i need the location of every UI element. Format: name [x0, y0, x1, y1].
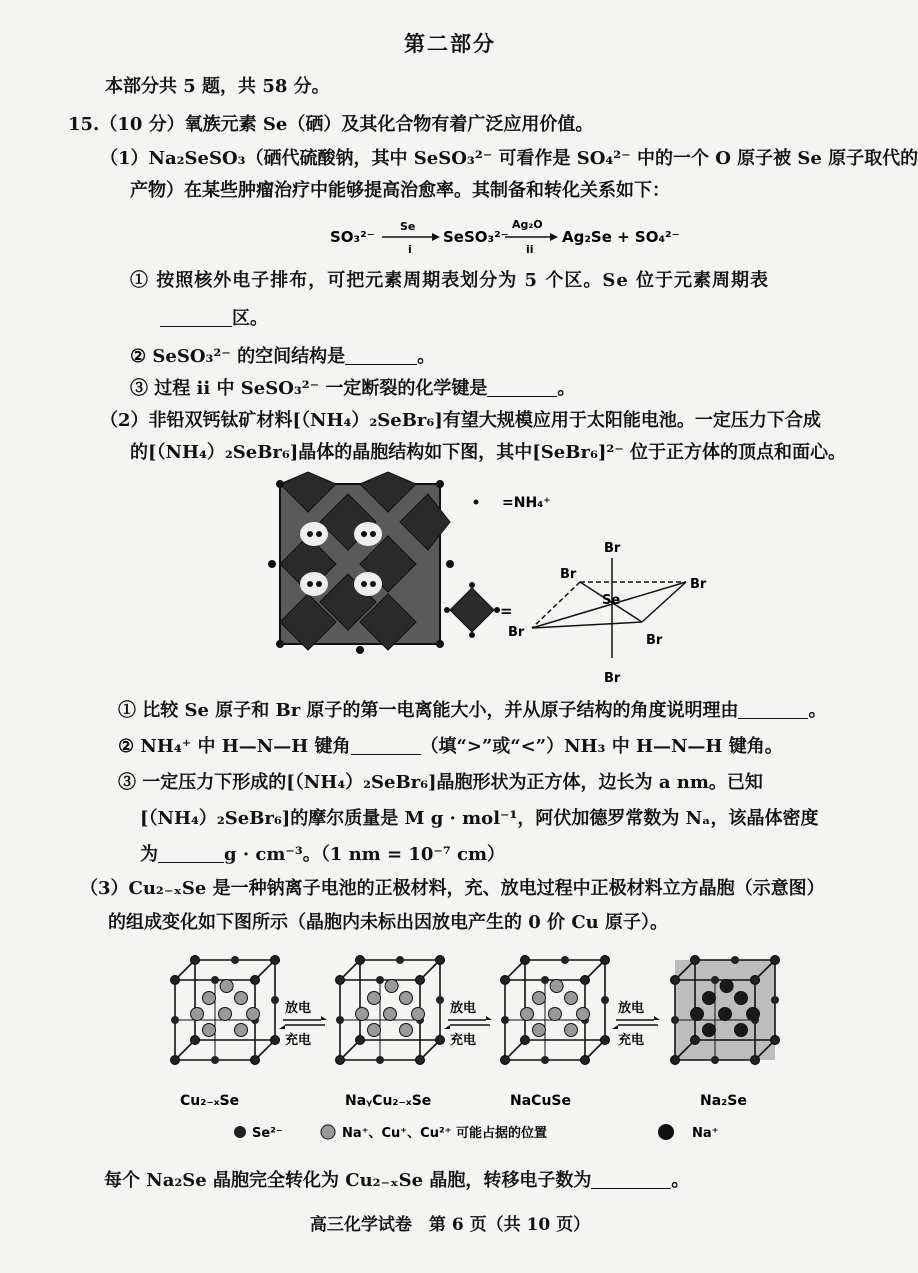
forward-arrow-head	[654, 1016, 660, 1020]
nh4-dot	[307, 581, 313, 587]
mixed-site-atom	[356, 1008, 369, 1021]
answer-blank-2[interactable]	[345, 346, 417, 365]
p1-q3-end: 。	[557, 378, 576, 399]
se-atom	[191, 1036, 200, 1045]
forward-arrow-head	[486, 1016, 492, 1020]
arrow-label-discharge: 放电	[285, 1001, 312, 1016]
arrow-label-discharge: 放电	[450, 1001, 477, 1016]
mixed-site-atom	[412, 1008, 425, 1021]
reverse-arrow-head	[279, 1025, 285, 1029]
se-atom	[271, 1036, 280, 1045]
cell-label: Na₂Se	[700, 1093, 747, 1109]
arrow-label-charge: 充电	[450, 1033, 477, 1048]
p3-q-end: 。	[671, 1170, 690, 1191]
eq-arrow2-top: Ag₂O	[512, 218, 543, 231]
mixed-site-atom	[533, 992, 546, 1005]
se-atom	[521, 956, 530, 965]
mixed-site-atom	[247, 1008, 260, 1021]
small-octa-vertex	[469, 582, 475, 588]
se-atom	[436, 956, 445, 965]
na-atom	[735, 1024, 748, 1037]
p3-q-text: 每个 Na₂Se 晶胞完全转化为 Cu₂₋ₓSe 晶胞，转移电子数为	[104, 1170, 592, 1191]
mixed-site-atom	[385, 980, 398, 993]
p1-line2: 产物）在某些肿瘤治疗中能够提高治愈率。其制备和转化关系如下：	[130, 180, 670, 201]
small-octahedron-shape	[450, 588, 494, 632]
forward-arrow-head	[321, 1016, 327, 1020]
cell-label: NaCuSe	[510, 1093, 571, 1109]
mixed-site-atom	[384, 1008, 397, 1021]
mixed-site-atom	[203, 1024, 216, 1037]
br-atom	[268, 560, 276, 568]
legend-se-label: Se²⁻	[252, 1126, 283, 1141]
se-atom	[671, 976, 680, 985]
se-atom	[171, 976, 180, 985]
br-atom	[276, 640, 284, 648]
na-atom	[719, 1008, 732, 1021]
nh4-dot	[370, 581, 376, 587]
mixed-site-atom	[235, 992, 248, 1005]
se-atom	[436, 1036, 445, 1045]
se-atom	[171, 1016, 179, 1024]
legend-na-label: Na⁺	[692, 1126, 719, 1141]
nh4-dot	[361, 581, 367, 587]
p2-q2	[118, 734, 783, 760]
se-atom	[376, 1056, 384, 1064]
mixed-site-atom	[368, 1024, 381, 1037]
se-atom	[751, 1056, 760, 1065]
mixed-site-atom	[550, 980, 563, 993]
p2-q3-line3-b: g · cm⁻³。（1 nm = 10⁻⁷ cm）	[224, 844, 506, 865]
sebr6-octahedron-diagram	[508, 541, 707, 686]
p1-q2-end: 。	[417, 346, 436, 367]
br-atom	[276, 480, 284, 488]
na-atom	[703, 1024, 716, 1037]
nh4-dot	[361, 531, 367, 537]
se-atom	[541, 976, 549, 984]
cell-label: NaᵧCu₂₋ₓSe	[345, 1093, 432, 1109]
se-atom	[581, 1056, 590, 1065]
se-atom	[581, 976, 590, 985]
mixed-site-atom	[191, 1008, 204, 1021]
se-atom	[356, 956, 365, 965]
legend-mixed-dot	[321, 1125, 335, 1139]
answer-blank-5[interactable]	[351, 736, 421, 755]
eq-arrow1-head	[432, 233, 440, 241]
br-atom	[446, 560, 454, 568]
reverse-arrow-head	[444, 1025, 450, 1029]
nh4-legend-label: =NH₄⁺	[502, 495, 551, 511]
p2-q2-text-b: （填“>”或“<”）NH₃ 中 H—N—H 键角。	[420, 736, 783, 757]
mixed-site-atom	[565, 992, 578, 1005]
na-atom	[691, 1008, 704, 1021]
small-octahedron	[444, 582, 513, 638]
p2-q3-line3-a: 为	[140, 844, 158, 865]
answer-blank-6[interactable]	[158, 844, 224, 863]
reaction-equation	[330, 212, 680, 262]
se-atom	[711, 1056, 719, 1064]
perovskite-figure	[250, 472, 710, 694]
se-atom	[561, 956, 569, 964]
eq-arrow2-head	[550, 233, 558, 241]
se-atom	[336, 976, 345, 985]
p2-line1: （2）非铅双钙钛矿材料[（NH₄）₂SeBr₆]有望大规模应用于太阳能电池。一定压力下合成	[100, 410, 821, 431]
perovskite-unit-cell	[268, 472, 454, 654]
br-label-front-right: Br	[646, 633, 663, 648]
answer-blank-3[interactable]	[487, 378, 557, 397]
q15-header: 15.（10 分）氧族元素 Se（硒）及其化合物有着广泛应用价值。	[68, 114, 594, 135]
eq-arrow1-bottom: i	[408, 243, 412, 256]
se-atom	[601, 996, 609, 1004]
mixed-site-atom	[368, 992, 381, 1005]
se-atom	[356, 1036, 365, 1045]
se-atom	[501, 1016, 509, 1024]
p1-q3	[130, 376, 575, 402]
mixed-site-atom	[577, 1008, 590, 1021]
se-atom	[671, 1056, 680, 1065]
p3-line1: （3）Cu₂₋ₓSe 是一种钠离子电池的正极材料，充、放电过程中正极材料立方晶胞（示意图）	[80, 878, 825, 899]
legend-na-dot	[658, 1124, 674, 1140]
mixed-site-atom	[400, 1024, 413, 1037]
legend-mixed-label: Na⁺、Cu⁺、Cu²⁺ 可能占据的位置	[342, 1126, 548, 1141]
se-atom	[251, 1056, 260, 1065]
br-label-top: Br	[604, 541, 621, 556]
br-atom	[436, 640, 444, 648]
br-label-left: Br	[508, 625, 525, 640]
se-atom	[501, 976, 510, 985]
br-label-right: Br	[690, 577, 707, 592]
mixed-site-atom	[235, 1024, 248, 1037]
p1-q2-text: ② SeSO₃²⁻ 的空间结构是	[130, 346, 346, 367]
na-atom	[747, 1008, 760, 1021]
se-atom	[771, 1036, 780, 1045]
cell-label: Cu₂₋ₓSe	[180, 1093, 240, 1109]
se-atom	[691, 956, 700, 965]
octa-equals: =	[500, 602, 513, 620]
answer-blank-1[interactable]	[160, 308, 232, 327]
eq-reactant: SO₃²⁻	[330, 228, 375, 246]
se-atom	[771, 996, 779, 1004]
nh4-legend	[474, 495, 551, 511]
mixed-site-atom	[203, 992, 216, 1005]
page-footer: 高三化学试卷 第 6 页（共 10 页）	[309, 1215, 591, 1235]
na-atom	[703, 992, 716, 1005]
p2-q1-text: ① 比较 Se 原子和 Br 原子的第一电离能大小，并从原子结构的角度说明理由	[118, 700, 739, 721]
se-atom	[416, 1056, 425, 1065]
se-atom	[731, 956, 739, 964]
p1-line1: （1）Na₂SeSO₃（硒代硫酸钠，其中 SeSO₃²⁻ 可看作是 SO₄²⁻ 中的一个 O 原子被 Se 原子取代的	[100, 148, 918, 169]
br-atom	[356, 646, 364, 654]
eq-arrow2-bottom: ii	[526, 243, 534, 256]
p2-q3-line1: ③ 一定压力下形成的[（NH₄）₂SeBr₆]晶胞形状为正方体，边长为 a nm。已知	[118, 772, 763, 793]
se-atom	[601, 956, 610, 965]
nh4-dot	[316, 581, 322, 587]
se-atom	[336, 1056, 345, 1065]
se-atom	[191, 956, 200, 965]
se-atom	[211, 976, 219, 984]
se-atom	[601, 1036, 610, 1045]
nh4-site	[300, 522, 328, 546]
se-atom	[271, 956, 280, 965]
se-atom	[336, 1016, 344, 1024]
p1-q1-line2-text: 区。	[232, 308, 268, 329]
na-atom	[735, 992, 748, 1005]
mixed-site-atom	[533, 1024, 546, 1037]
answer-blank-7[interactable]	[591, 1170, 671, 1189]
p1-q1-line2	[160, 306, 268, 332]
se-atom	[521, 1036, 530, 1045]
nh4-site	[354, 522, 382, 546]
se-atom	[231, 956, 239, 964]
se-atom	[771, 956, 780, 965]
se-atom	[171, 1056, 180, 1065]
mixed-site-atom	[549, 1008, 562, 1021]
eq-arrow1-top: Se	[400, 220, 416, 233]
small-octa-vertex	[444, 607, 450, 613]
se-atom	[751, 976, 760, 985]
br-label-bottom: Br	[604, 671, 621, 686]
p2-q3-line2: [（NH₄）₂SeBr₆]的摩尔质量是 M g · mol⁻¹，阿伏加德罗常数为 Nₐ，该晶体密度	[140, 808, 819, 829]
mixed-site-atom	[219, 1008, 232, 1021]
na-atom	[720, 980, 733, 993]
se-atom	[691, 1036, 700, 1045]
p2-q3-line3	[140, 842, 505, 868]
mixed-site-atom	[565, 1024, 578, 1037]
p3-q	[104, 1168, 689, 1194]
se-atom	[271, 996, 279, 1004]
section-intro: 本部分共 5 题，共 58 分。	[105, 76, 330, 97]
p1-q2	[130, 344, 435, 370]
reverse-arrow-head	[612, 1025, 618, 1029]
legend-se-dot	[234, 1126, 246, 1138]
se-atom	[251, 976, 260, 985]
se-atom	[416, 976, 425, 985]
se-atom	[396, 956, 404, 964]
se-atom	[711, 976, 719, 984]
arrow-label-discharge: 放电	[618, 1001, 645, 1016]
mixed-site-atom	[400, 992, 413, 1005]
eq-middle: SeSO₃²⁻	[443, 228, 509, 246]
nh4-dot	[370, 531, 376, 537]
section-title: 第二部分	[404, 31, 496, 56]
p1-q3-text: ③ 过程 ii 中 SeSO₃²⁻ 一定断裂的化学键是	[130, 378, 488, 399]
mixed-site-atom	[220, 980, 233, 993]
eq-products: Ag₂Se + SO₄²⁻	[562, 228, 680, 246]
p2-q2-text-a: ② NH₄⁺ 中 H—N—H 键角	[118, 736, 351, 757]
nh4-dot	[307, 531, 313, 537]
br-atom	[436, 480, 444, 488]
p2-line2: 的[（NH₄）₂SeBr₆]晶体的晶胞结构如下图，其中[SeBr₆]²⁻ 位于正方体的顶点和面心。	[130, 442, 847, 463]
se-atom	[541, 1056, 549, 1064]
nh4-site	[300, 572, 328, 596]
se-label: Se	[602, 593, 621, 608]
p2-q1-end: 。	[808, 700, 827, 721]
se-atom	[501, 1056, 510, 1065]
small-octa-vertex	[469, 632, 475, 638]
se-atom	[211, 1056, 219, 1064]
nh4-dot	[316, 531, 322, 537]
se-atom	[671, 1016, 679, 1024]
p2-q1	[118, 698, 826, 724]
p1-q1-line1: ① 按照核外电子排布，可把元素周期表划分为 5 个区。Se 位于元素周期表	[130, 270, 770, 291]
arrow-label-charge: 充电	[285, 1033, 312, 1048]
se-atom	[436, 996, 444, 1004]
mixed-site-atom	[521, 1008, 534, 1021]
answer-blank-4[interactable]	[738, 700, 808, 719]
se-atom	[376, 976, 384, 984]
br-label-back-left: Br	[560, 567, 577, 582]
arrow-label-charge: 充电	[618, 1033, 645, 1048]
unit-cells-figure	[160, 950, 800, 1140]
nh4-site	[354, 572, 382, 596]
nh4-legend-dot	[474, 500, 479, 505]
p3-line2: 的组成变化如下图所示（晶胞内未标出因放电产生的 0 价 Cu 原子）。	[108, 912, 669, 933]
